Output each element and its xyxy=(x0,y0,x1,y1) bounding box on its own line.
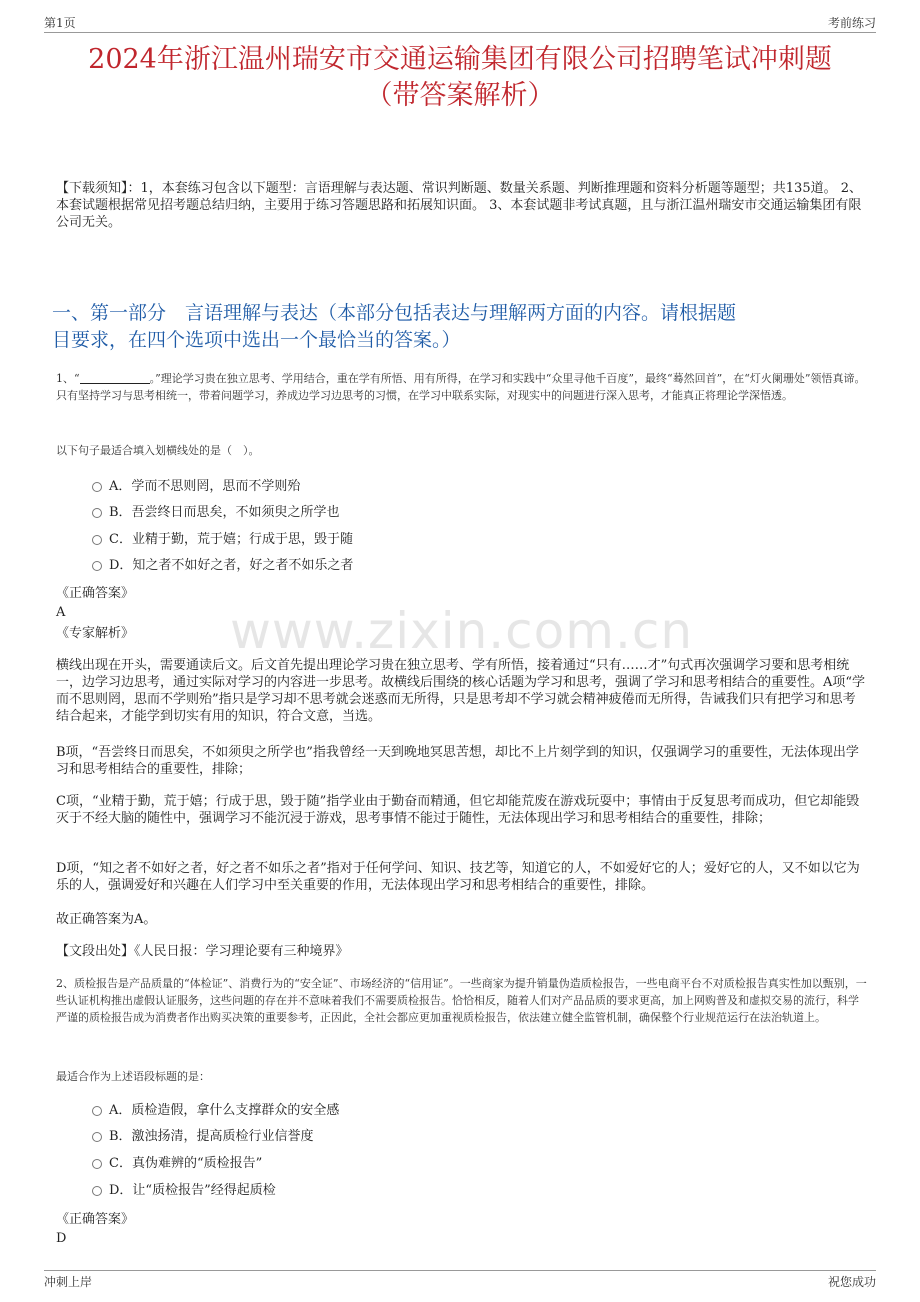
radio-icon[interactable] xyxy=(92,482,102,492)
option-label: A．质检造假，拿什么支撑群众的安全感 xyxy=(109,1103,340,1118)
option-label: B．吾尝终日而思矣，不如须臾之所学也 xyxy=(109,505,340,520)
q2-option-c[interactable] xyxy=(92,1155,262,1173)
q1-option-c[interactable] xyxy=(92,531,353,549)
q1-source: 【文段出处】《人民日报：学习理论要有三种境界》 xyxy=(56,944,349,959)
title-line-2: （带答案解析） xyxy=(365,80,555,111)
radio-icon[interactable] xyxy=(92,561,102,571)
q1-answer-label: 《正确答案》 xyxy=(56,586,135,601)
radio-icon[interactable] xyxy=(92,1159,102,1169)
page-footer xyxy=(44,1270,876,1291)
section-heading xyxy=(52,300,872,354)
radio-icon[interactable] xyxy=(92,1186,102,1196)
radio-icon[interactable] xyxy=(92,1106,102,1116)
q1-analysis-para-2: B项，“吾尝终日而思矣，不如须臾之所学也”指我曾经一天到晚地冥思苦想，却比不上片刻学到的知识，仅强调学习的重要性，无法体现出学习和思考相结合的重要性，排除； xyxy=(56,745,859,777)
question-1-body: 。”理论学习贵在独立思考、学用结合，重在学有所悟、用有所得，在学习和实践中“众里寻他千百度”，最终“蓦然回首”，在“灯火阑珊处”领悟真谛。只有坚持学习与思考相统一，带着问题学习，养成边学习边思考的习惯，在学习中联系实际，对现实中的问题进行深入思考，才能真正将理论学深悟透。 xyxy=(56,372,866,402)
q1-analysis-label: 《专家解析》 xyxy=(56,626,135,641)
footer-right: 祝您成功 xyxy=(827,1275,876,1289)
q1-option-d[interactable] xyxy=(92,557,353,575)
radio-icon[interactable] xyxy=(92,535,102,545)
q2-option-d[interactable] xyxy=(92,1182,276,1200)
option-label: B．激浊扬清，提高质检行业信誉度 xyxy=(109,1129,314,1144)
watermark: www.zixin.com.cn xyxy=(230,602,694,660)
section-line-1: 一、第一部分 言语理解与表达（本部分包括表达与理解两方面的内容。请根据题 xyxy=(52,302,737,324)
option-label: D．知之者不如好之者，好之者不如乐之者 xyxy=(109,558,354,573)
section-line-2: 目要求，在四个选项中选出一个最恰当的答案。） xyxy=(52,329,461,351)
download-notice: 【下载须知】：1，本套练习包含以下题型：言语理解与表达题、常识判断题、数量关系题、判断推理题和资料分析题等题型；共135道。 2、本套试题根据常见招考题总结归纳，主要用于练习答题思路和拓展知识面。 3、本套试题非考试真题，且与浙江温州瑞安市交通运输集团有限公司无关。 xyxy=(56,181,862,230)
q1-answer: A xyxy=(56,605,66,620)
option-label: C．业精于勤，荒于嬉；行成于思，毁于随 xyxy=(109,532,353,547)
q1-analysis-para-4: D项，“知之者不如好之者，好之者不如乐之者”指对于任何学问、知识、技艺等，知道它的人，不如爱好它的人；爱好它的人，又不如以它为乐的人，强调爱好和兴趣在人们学习中至关重要的作用，无法体现出学习和思考相结合的重要性，排除。 xyxy=(56,861,860,893)
page-header xyxy=(44,12,876,33)
q1-analysis-para-3: C项，“业精于勤，荒于嬉；行成于思，毁于随”指学业由于勤奋而精通，但它却能荒废在游戏玩耍中；事情由于反复思考而成功，但它却能毁灭于不经大脑的随性中，强调学习不能沉浸于游戏，思考事情不能过于随性，无法体现出学习和思考相结合的重要性，排除； xyxy=(56,794,860,826)
question-1-number: 1、“ xyxy=(56,372,80,385)
page-title xyxy=(30,42,890,114)
question-1-text xyxy=(56,370,868,404)
option-label: C．真伪难辨的“质检报告” xyxy=(109,1156,263,1171)
q2-option-a[interactable] xyxy=(92,1102,339,1120)
question-2-text: 2、质检报告是产品质量的“体检证”、消费行为的“安全证”、市场经济的“信用证”。一些商家为提升销量伪造质检报告，一些电商平台不对质检报告真实性加以甄别，一些认证机构推出虚假认证服务，这些问题的存在并不意味着我们不需要质检报告。恰恰相反，随着人们对产品品质的要求更高，加上网购普及和虚拟交易的流行，科学严谨的质检报告成为消费者作出购买决策的重要参考，正因此，全社会都应更加重视质检报告，依法建立健全监管机制，确保整个行业规范运行在法治轨道上。 xyxy=(56,977,867,1024)
q1-option-b[interactable] xyxy=(92,504,340,522)
option-label: A．学而不思则罔，思而不学则殆 xyxy=(109,479,301,494)
fill-blank xyxy=(80,371,150,384)
q2-answer-label: 《正确答案》 xyxy=(56,1212,135,1227)
radio-icon[interactable] xyxy=(92,508,102,518)
question-2-prompt: 最适合作为上述语段标题的是： xyxy=(56,1070,210,1083)
q2-option-b[interactable] xyxy=(92,1128,314,1146)
q2-answer: D xyxy=(56,1231,67,1246)
header-label: 考前练习 xyxy=(827,16,876,30)
q1-conclusion: 故正确答案为A。 xyxy=(56,912,157,927)
footer-left: 冲刺上岸 xyxy=(44,1275,93,1289)
q1-analysis-para-1: 横线出现在开头，需要通读后文。后文首先提出理论学习贵在独立思考、学有所悟，接着通过“只有……才”句式再次强调学习要和思考相统一，边学习边思考，通过实际对学习的内容进一步思考。故横线后围绕的核心话题为学习和思考，强调了学习和思考相结合的重要性。A项“学而不思则罔，思而不学则殆”指只是学习却不思考就会迷惑而无所得，只是思考却不学习就会精神疲倦而无所得，告诫我们只有把学习和思考结合起来，才能学到切实有用的知识，符合文意，当选。 xyxy=(56,658,866,724)
radio-icon[interactable] xyxy=(92,1132,102,1142)
option-label: D．让“质检报告”经得起质检 xyxy=(109,1183,276,1198)
page-number: 第1页 xyxy=(44,16,76,30)
q1-option-a[interactable] xyxy=(92,478,300,496)
question-1-prompt: 以下句子最适合填入划横线处的是（ ）。 xyxy=(56,444,260,457)
title-line-1: 2024年浙江温州瑞安市交通运输集团有限公司招聘笔试冲刺题 xyxy=(88,44,832,75)
